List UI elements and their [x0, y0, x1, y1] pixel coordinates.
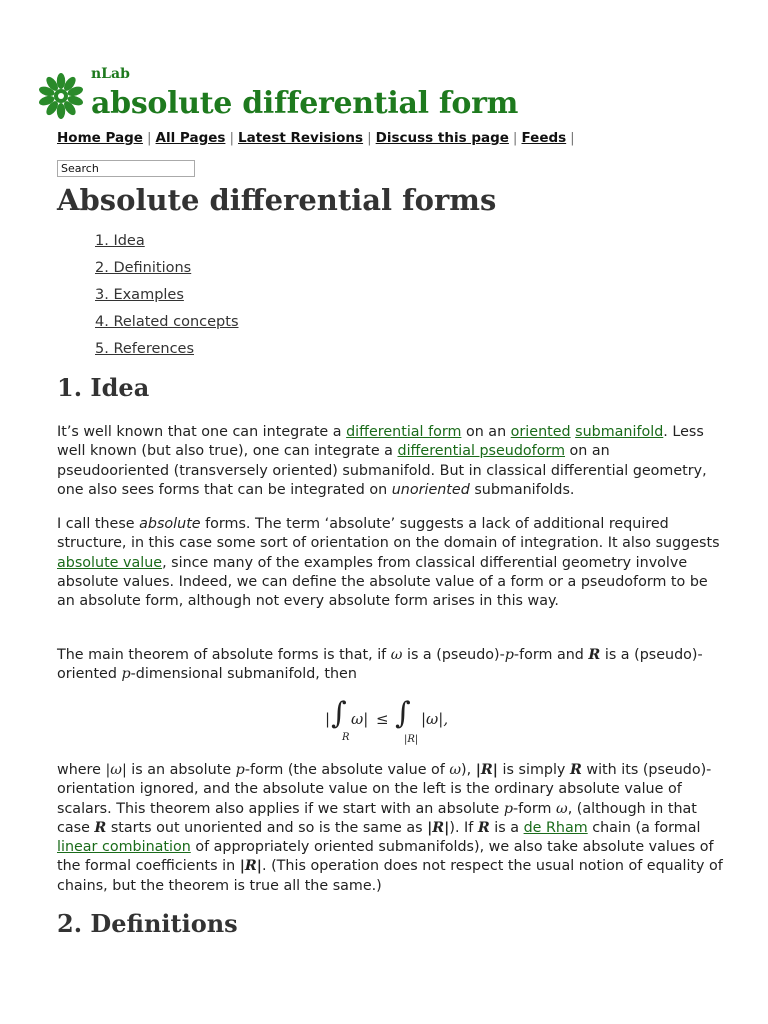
text: is a: [489, 819, 524, 836]
text: with its (pseudo)-orientation ignored, and the absolute value on the left is the ordinary absolute value of scalars. This theorem also applies if we start with an absolute: [57, 762, 712, 817]
text: where: [57, 762, 106, 778]
page-title: absolute differential form: [91, 86, 519, 121]
text: on an pseudooriented (transversely oriented) submanifold. But in classical differential geometry, one also sees forms that can be integrated on: [57, 443, 707, 498]
nav-separator: |: [229, 130, 234, 146]
nav-discuss-this-page[interactable]: Discuss this page: [375, 130, 509, 146]
toc-item: [95, 339, 239, 366]
nav-separator: |: [146, 130, 152, 146]
nav-latest-revisions[interactable]: Latest Revisions: [238, 130, 364, 146]
link-oriented[interactable]: oriented: [510, 424, 571, 440]
toc-link-idea[interactable]: 1. Idea: [95, 233, 145, 249]
toc-item: [95, 285, 239, 312]
text: starts out unoriented and so is the same as: [106, 819, 428, 836]
text: of appropriately oriented submanifolds), we also take absolute values of the formal coefficients in: [57, 839, 714, 875]
table-of-contents: [95, 231, 239, 366]
math-abs-R: |R|: [427, 819, 450, 836]
emphasis-unoriented: unoriented: [391, 481, 470, 498]
toc-link-related-concepts[interactable]: 4. Related concepts: [95, 314, 239, 330]
text: The main theorem of absolute forms is that, if: [57, 647, 391, 663]
toc-item: [95, 312, 239, 339]
text: . (This operation does not respect the usual notion of equality of chains, but the theorem is true all the same.): [57, 858, 723, 894]
main-theorem-formula: [300, 696, 500, 746]
link-submanifold[interactable]: submanifold: [575, 424, 664, 440]
nav-separator: |: [570, 130, 575, 146]
top-navbar: [57, 130, 579, 146]
math-p: p: [503, 800, 513, 817]
nlab-logo-icon[interactable]: [38, 70, 84, 122]
math-omega: ω: [556, 800, 568, 817]
search-input[interactable]: [57, 160, 195, 177]
math-omega: ω: [449, 762, 462, 778]
text: forms. The term ‘absolute’ suggests a lack of additional required structure, in this case some sort of orientation on the domain of integration. It also suggests: [57, 516, 720, 552]
idea-paragraph-4: [57, 761, 725, 896]
text: -form and: [513, 647, 589, 663]
text: is a (pseudo)-: [402, 647, 505, 663]
idea-paragraph-2: [57, 515, 725, 611]
link-differential-form[interactable]: differential form: [346, 424, 462, 440]
math-R: R: [588, 647, 601, 663]
text: chain (a formal: [587, 819, 701, 836]
text: is an absolute: [126, 762, 236, 778]
math-p: p: [235, 762, 245, 778]
formula-subscript-abs-R: |R|: [404, 734, 419, 745]
text: -form: [512, 800, 557, 817]
toc-item: [95, 258, 239, 285]
math-R: R: [94, 819, 107, 836]
math-abs-omega: |ω|: [105, 762, 127, 778]
text: is simply: [498, 762, 570, 778]
site-name-link[interactable]: nLab: [91, 66, 130, 82]
emphasis-absolute: absolute: [139, 516, 201, 532]
link-absolute-value[interactable]: absolute value: [57, 554, 163, 571]
link-de-rham[interactable]: de Rham: [523, 819, 588, 836]
math-p: p: [121, 666, 131, 683]
text: I call these: [57, 516, 140, 532]
nav-feeds[interactable]: Feeds: [521, 130, 567, 146]
nav-all-pages[interactable]: All Pages: [155, 130, 226, 146]
formula-integral-left: ∫: [331, 696, 347, 731]
formula-abs-bar: |: [325, 710, 331, 728]
text: , since many of the examples from classical differential geometry involve absolute values. Indeed, we can define the absolute value of a form or a pseudoform to be an absolute form, although not every absolute form arises in this way.: [57, 554, 708, 610]
formula-omega-abs: ω|: [351, 710, 369, 728]
text: ),: [461, 762, 476, 778]
text: on an: [461, 424, 511, 440]
math-R: R: [569, 762, 582, 778]
math-p: p: [504, 647, 514, 663]
formula-subscript-R: R: [342, 732, 350, 743]
nav-home-page[interactable]: Home Page: [57, 130, 143, 146]
link-differential-pseudoform[interactable]: differential pseudoform: [397, 443, 566, 460]
math-omega: ω: [390, 647, 403, 663]
text: submanifolds.: [469, 481, 575, 498]
formula-le: ≤: [376, 710, 389, 728]
math-abs-R: |R|: [239, 858, 263, 875]
math-abs-R: |R|: [475, 762, 499, 778]
link-linear-combination[interactable]: linear combination: [57, 839, 191, 856]
toc-link-references[interactable]: 5. References: [95, 341, 195, 357]
text: -form (the absolute value of: [244, 762, 450, 778]
text: -dimensional submanifold, then: [130, 666, 357, 683]
nav-separator: |: [367, 130, 372, 146]
text: . Less well known (but also true), one can integrate a: [57, 424, 704, 460]
section-heading-idea: 1. Idea: [57, 373, 150, 402]
text: ). If: [449, 819, 478, 836]
idea-paragraph-3: [57, 646, 725, 685]
toc-item: [95, 231, 239, 258]
formula-integral-right: ∫: [395, 696, 411, 731]
formula-abs-omega: |ω|,: [421, 710, 449, 728]
nav-separator: |: [512, 130, 518, 146]
math-R: R: [477, 819, 490, 836]
text: , (although in that case: [57, 800, 697, 836]
text: It’s well known that one can integrate a: [57, 424, 347, 440]
text: is a (pseudo)-oriented: [57, 647, 703, 683]
toc-link-definitions[interactable]: 2. Definitions: [95, 260, 192, 276]
idea-paragraph-1: [57, 423, 725, 500]
main-heading: Absolute differential forms: [57, 183, 497, 217]
section-heading-definitions: 2. Definitions: [57, 909, 238, 938]
toc-link-examples[interactable]: 3. Examples: [95, 287, 184, 303]
